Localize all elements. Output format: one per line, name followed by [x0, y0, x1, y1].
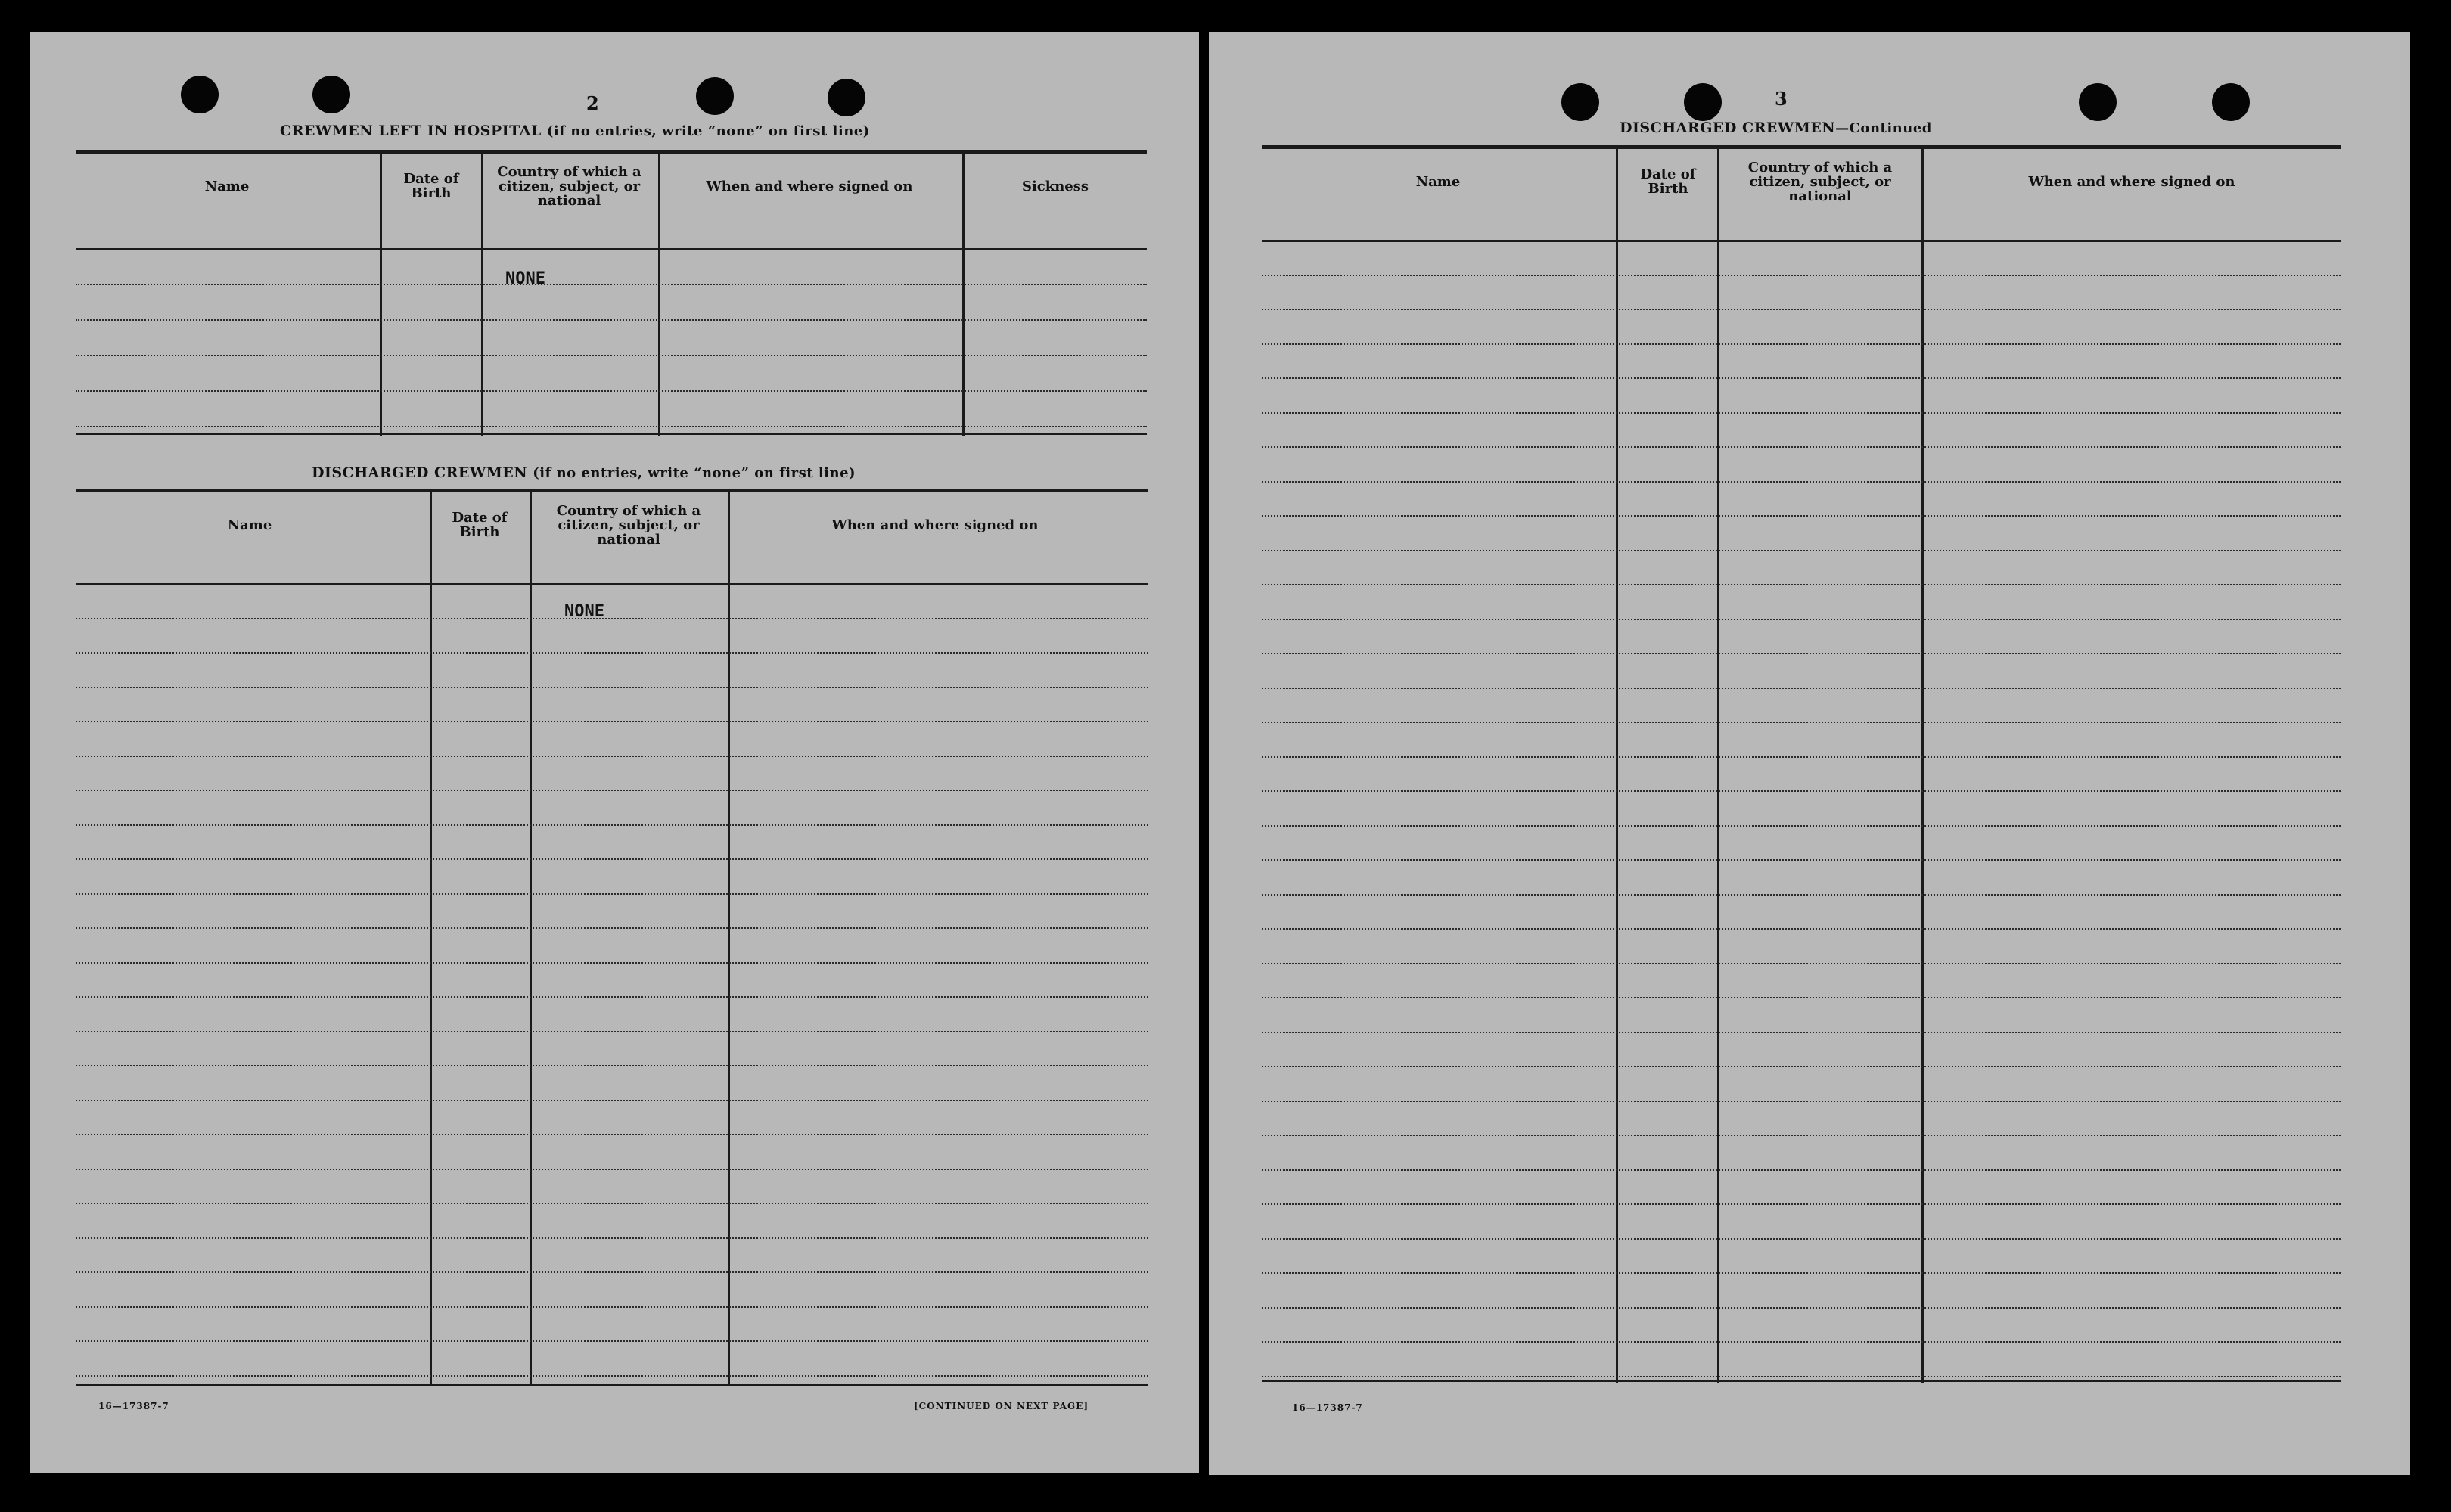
- table-top-rule: [76, 150, 1147, 154]
- table-row: [76, 1203, 1148, 1204]
- table-row: [76, 721, 1148, 722]
- table-row: [1262, 1307, 2341, 1309]
- column-header-signed-on: When and where signed on: [2028, 173, 2235, 190]
- table-row: [1262, 1169, 2341, 1171]
- column-header-name: Name: [1415, 173, 1461, 190]
- table-row: [76, 390, 1147, 392]
- continued-note: [CONTINUED ON NEXT PAGE]: [914, 1401, 1089, 1411]
- table-row: [76, 1237, 1148, 1239]
- table-row: [76, 893, 1148, 895]
- table-row: [1262, 1135, 2341, 1136]
- table-row: [76, 858, 1148, 860]
- table-row: [1262, 619, 2341, 620]
- table-row: [1262, 275, 2341, 276]
- discharged-continued-rows: [1262, 240, 2341, 1382]
- column-header-name: Name: [204, 178, 250, 194]
- table-row: [1262, 1032, 2341, 1033]
- table-row: [1262, 1238, 2341, 1240]
- table-row: [76, 1340, 1148, 1342]
- discharged-note: (if no entries, write “none” on first line): [533, 465, 856, 481]
- column-header-sickness: Sickness: [1021, 178, 1089, 194]
- table-row: [76, 319, 1147, 321]
- table-row: [76, 1031, 1148, 1032]
- table-row: [1262, 790, 2341, 792]
- table-row: [76, 790, 1148, 791]
- table-bottom-rule: [76, 433, 1147, 435]
- hospital-section-title: [280, 123, 870, 139]
- table-row: [1262, 309, 2341, 310]
- table-row: [1262, 825, 2341, 827]
- column-header-date-of-birth: Date of Birth: [452, 510, 508, 540]
- table-row: [76, 284, 1147, 285]
- table-row: [1262, 1272, 2341, 1274]
- column-header-country: Country of which a citizen, subject, or national: [1747, 159, 1893, 204]
- column-header-name: Name: [227, 517, 272, 533]
- table-row: [76, 1100, 1148, 1101]
- table-bottom-rule: [76, 1384, 1148, 1386]
- table-row: [1262, 653, 2341, 654]
- table-row: [76, 824, 1148, 826]
- table-row: [1262, 550, 2341, 551]
- punch-hole: [1684, 83, 1722, 121]
- table-row: [1262, 1203, 2341, 1205]
- table-row: [76, 618, 1148, 619]
- table-row: [1262, 928, 2341, 930]
- table-row: [76, 1306, 1148, 1308]
- table-row: [76, 1375, 1148, 1377]
- table-row: [76, 652, 1148, 654]
- hospital-table: [76, 150, 1147, 436]
- table-row: [76, 996, 1148, 998]
- discharged-section-title: [312, 464, 856, 481]
- table-row: [76, 426, 1147, 427]
- left-page: [30, 32, 1199, 1473]
- table-row: [1262, 1341, 2341, 1343]
- punch-hole: [828, 79, 865, 116]
- punch-hole: [696, 77, 734, 115]
- table-row: [1262, 1101, 2341, 1102]
- punch-hole: [2212, 83, 2250, 121]
- table-row: [1262, 446, 2341, 448]
- continued-suffix: —Continued: [1835, 120, 1932, 136]
- table-row: [1262, 756, 2341, 758]
- punch-hole: [1561, 83, 1599, 121]
- table-row: [1262, 963, 2341, 964]
- page-number: 3: [1775, 88, 1788, 110]
- table-top-rule: [1262, 145, 2341, 149]
- table-row: [1262, 584, 2341, 585]
- table-row: [1262, 412, 2341, 414]
- column-header-date-of-birth: Date of Birth: [403, 171, 459, 201]
- table-row: [1262, 722, 2341, 723]
- table-bottom-rule: [1262, 1380, 2341, 1382]
- table-row: [76, 756, 1148, 757]
- table-row: [76, 687, 1148, 688]
- column-header-signed-on: When and where signed on: [706, 178, 913, 194]
- table-row: [76, 927, 1148, 929]
- discharged-table: [76, 489, 1148, 1390]
- table-row: [76, 1271, 1148, 1273]
- table-row: [76, 1065, 1148, 1066]
- hospital-title-text: CREWMEN LEFT IN HOSPITAL: [280, 123, 542, 139]
- punch-hole: [2079, 83, 2117, 121]
- table-row: [1262, 343, 2341, 345]
- table-row: [76, 355, 1147, 356]
- column-header-country: Country of which a citizen, subject, or national: [497, 163, 641, 209]
- column-header-country: Country of which a citizen, subject, or national: [556, 502, 701, 548]
- right-page: [1209, 32, 2410, 1475]
- table-row: [1262, 688, 2341, 689]
- table-row: [76, 1134, 1148, 1135]
- discharged-rows: [76, 583, 1148, 1385]
- table-row: [1262, 377, 2341, 379]
- discharged-title-text: DISCHARGED CREWMEN: [312, 464, 528, 481]
- discharged-continued-table: [1262, 145, 2341, 1386]
- hospital-note: (if no entries, write “none” on first line): [546, 123, 870, 139]
- table-row: [76, 1169, 1148, 1170]
- table-row: [1262, 859, 2341, 861]
- table-top-rule: [76, 489, 1148, 492]
- punch-hole: [312, 76, 350, 113]
- table-row: [1262, 997, 2341, 998]
- discharged-entry-none: NONE: [564, 602, 604, 621]
- table-row: [1262, 1376, 2341, 1377]
- column-header-signed-on: When and where signed on: [831, 517, 1039, 533]
- table-row: [1262, 481, 2341, 483]
- table-row: [76, 962, 1148, 964]
- page-number: 2: [586, 92, 599, 114]
- discharged-continued-title: [1620, 120, 1932, 136]
- table-row: [1262, 894, 2341, 896]
- form-number: 16—17387-7: [1292, 1402, 1363, 1413]
- form-number: 16—17387-7: [98, 1401, 169, 1411]
- column-header-date-of-birth: Date of Birth: [1640, 166, 1696, 197]
- discharged-cont-title-text: DISCHARGED CREWMEN: [1620, 120, 1836, 136]
- hospital-entry-none: NONE: [505, 269, 545, 288]
- hospital-rows: [76, 248, 1147, 433]
- punch-hole: [181, 76, 219, 113]
- table-row: [1262, 515, 2341, 517]
- table-row: [1262, 1066, 2341, 1067]
